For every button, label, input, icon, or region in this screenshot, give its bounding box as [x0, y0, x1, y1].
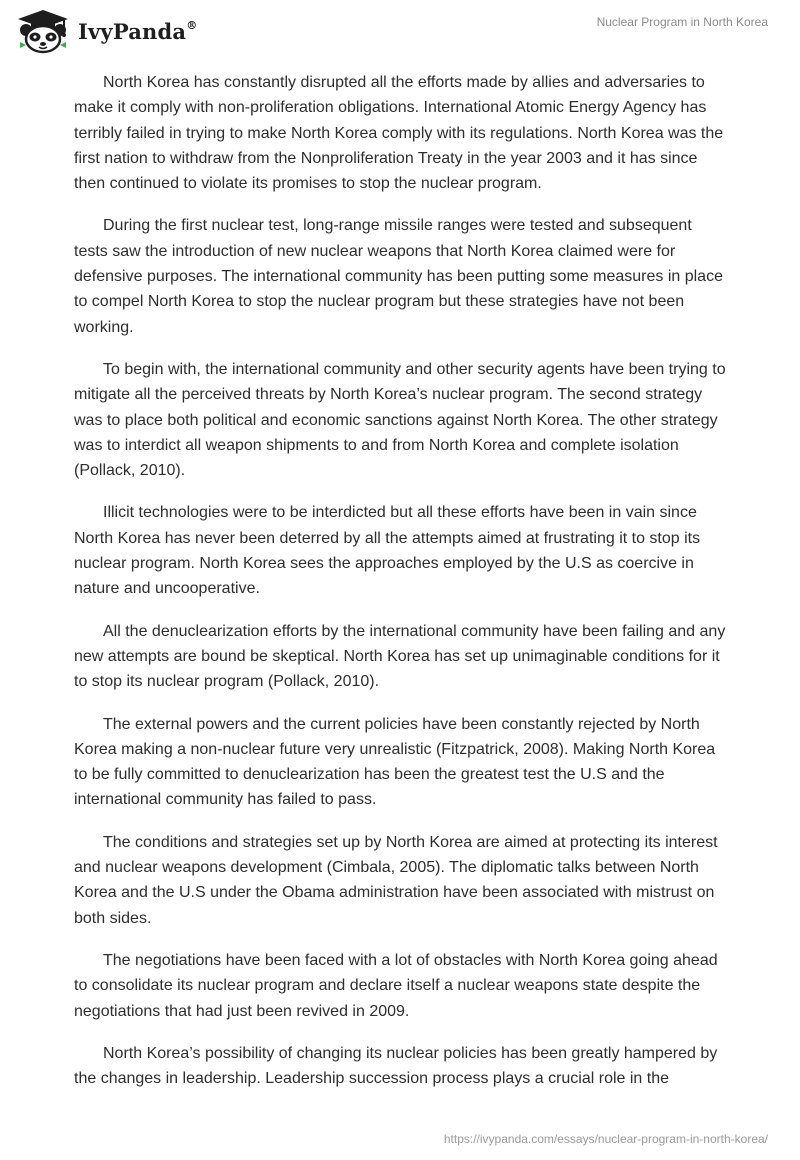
page-header [0, 0, 800, 64]
paragraph: North Korea’s possibility of changing its nuclear policies has been greatly hampered by the changes in leadership. Leadership succession process plays a crucial role in the [74, 1044, 718, 1088]
brand-name: IvyPanda® [78, 18, 198, 44]
source-url-link[interactable]: https://ivypanda.com/essays/nuclear-program-in-north-korea/ [443, 1132, 768, 1146]
essay-body [74, 70, 726, 1108]
panda-graduate-icon [14, 8, 72, 54]
paragraph: All the denuclearization efforts by the international community have been failing and any new attempts are bound be skeptical. North Korea has set up unimaginable conditions for it to stop its nuclear program (Pollack, 2010). [74, 622, 726, 691]
paragraph: The negotiations have been faced with a lot of obstacles with North Korea going ahead to consolidate its nuclear program and declare itself a nuclear weapons state despite the negotiations that had just been revived in 2009. [74, 951, 718, 1020]
paragraph: The external powers and the current policies have been constantly rejected by North Korea making a non-nuclear future very unrealistic (Fitzpatrick, 2008). Making North Korea to be fully committed to denuclearization has been the greatest test the U.S and the international community has failed to pass. [74, 715, 716, 809]
paragraph: Illicit technologies were to be interdicted but all these efforts have been in vain since North Korea has never been deterred by all the attempts aimed at frustrating it to stop its nuclear program. North Korea sees the approaches employed by the U.S as coercive in nature and uncooperative. [74, 504, 701, 598]
document-title: Nuclear Program in North Korea [596, 15, 768, 29]
paragraph: To begin with, the international community and other security agents have been trying to mitigate all the perceived threats by North Korea’s nuclear program. The second strategy was to place both political and economic sanctions against North Korea. The other strategy was to interdict all weapon shipments to and from North Korea and complete isolation (Pollack, 2010). [74, 360, 726, 480]
paragraph: The conditions and strategies set up by North Korea are aimed at protecting its interest and nuclear weapons development (Cimbala, 2005). The diplomatic talks between North Korea and the U.S under the Obama administration have been associated with mistrust on both sides. [74, 833, 718, 927]
paragraph: North Korea has constantly disrupted all the efforts made by allies and adversaries to make it comply with non-proliferation obligations. International Atomic Energy Agency has terribly failed in trying to make North Korea comply with its regulations. North Korea was the first nation to withdraw from the Nonproliferation Treaty in the year 2003 and it has since then continued to violate its promises to stop the nuclear program. [74, 74, 724, 193]
paragraph: During the first nuclear test, long-range missile ranges were tested and subsequent tests saw the introduction of new nuclear weapons that North Korea claimed were for defensive purposes. The international community has been putting some measures in place to compel North Korea to stop the nuclear program but these strategies have not been working. [74, 217, 723, 336]
ivypanda-logo[interactable] [14, 8, 197, 54]
